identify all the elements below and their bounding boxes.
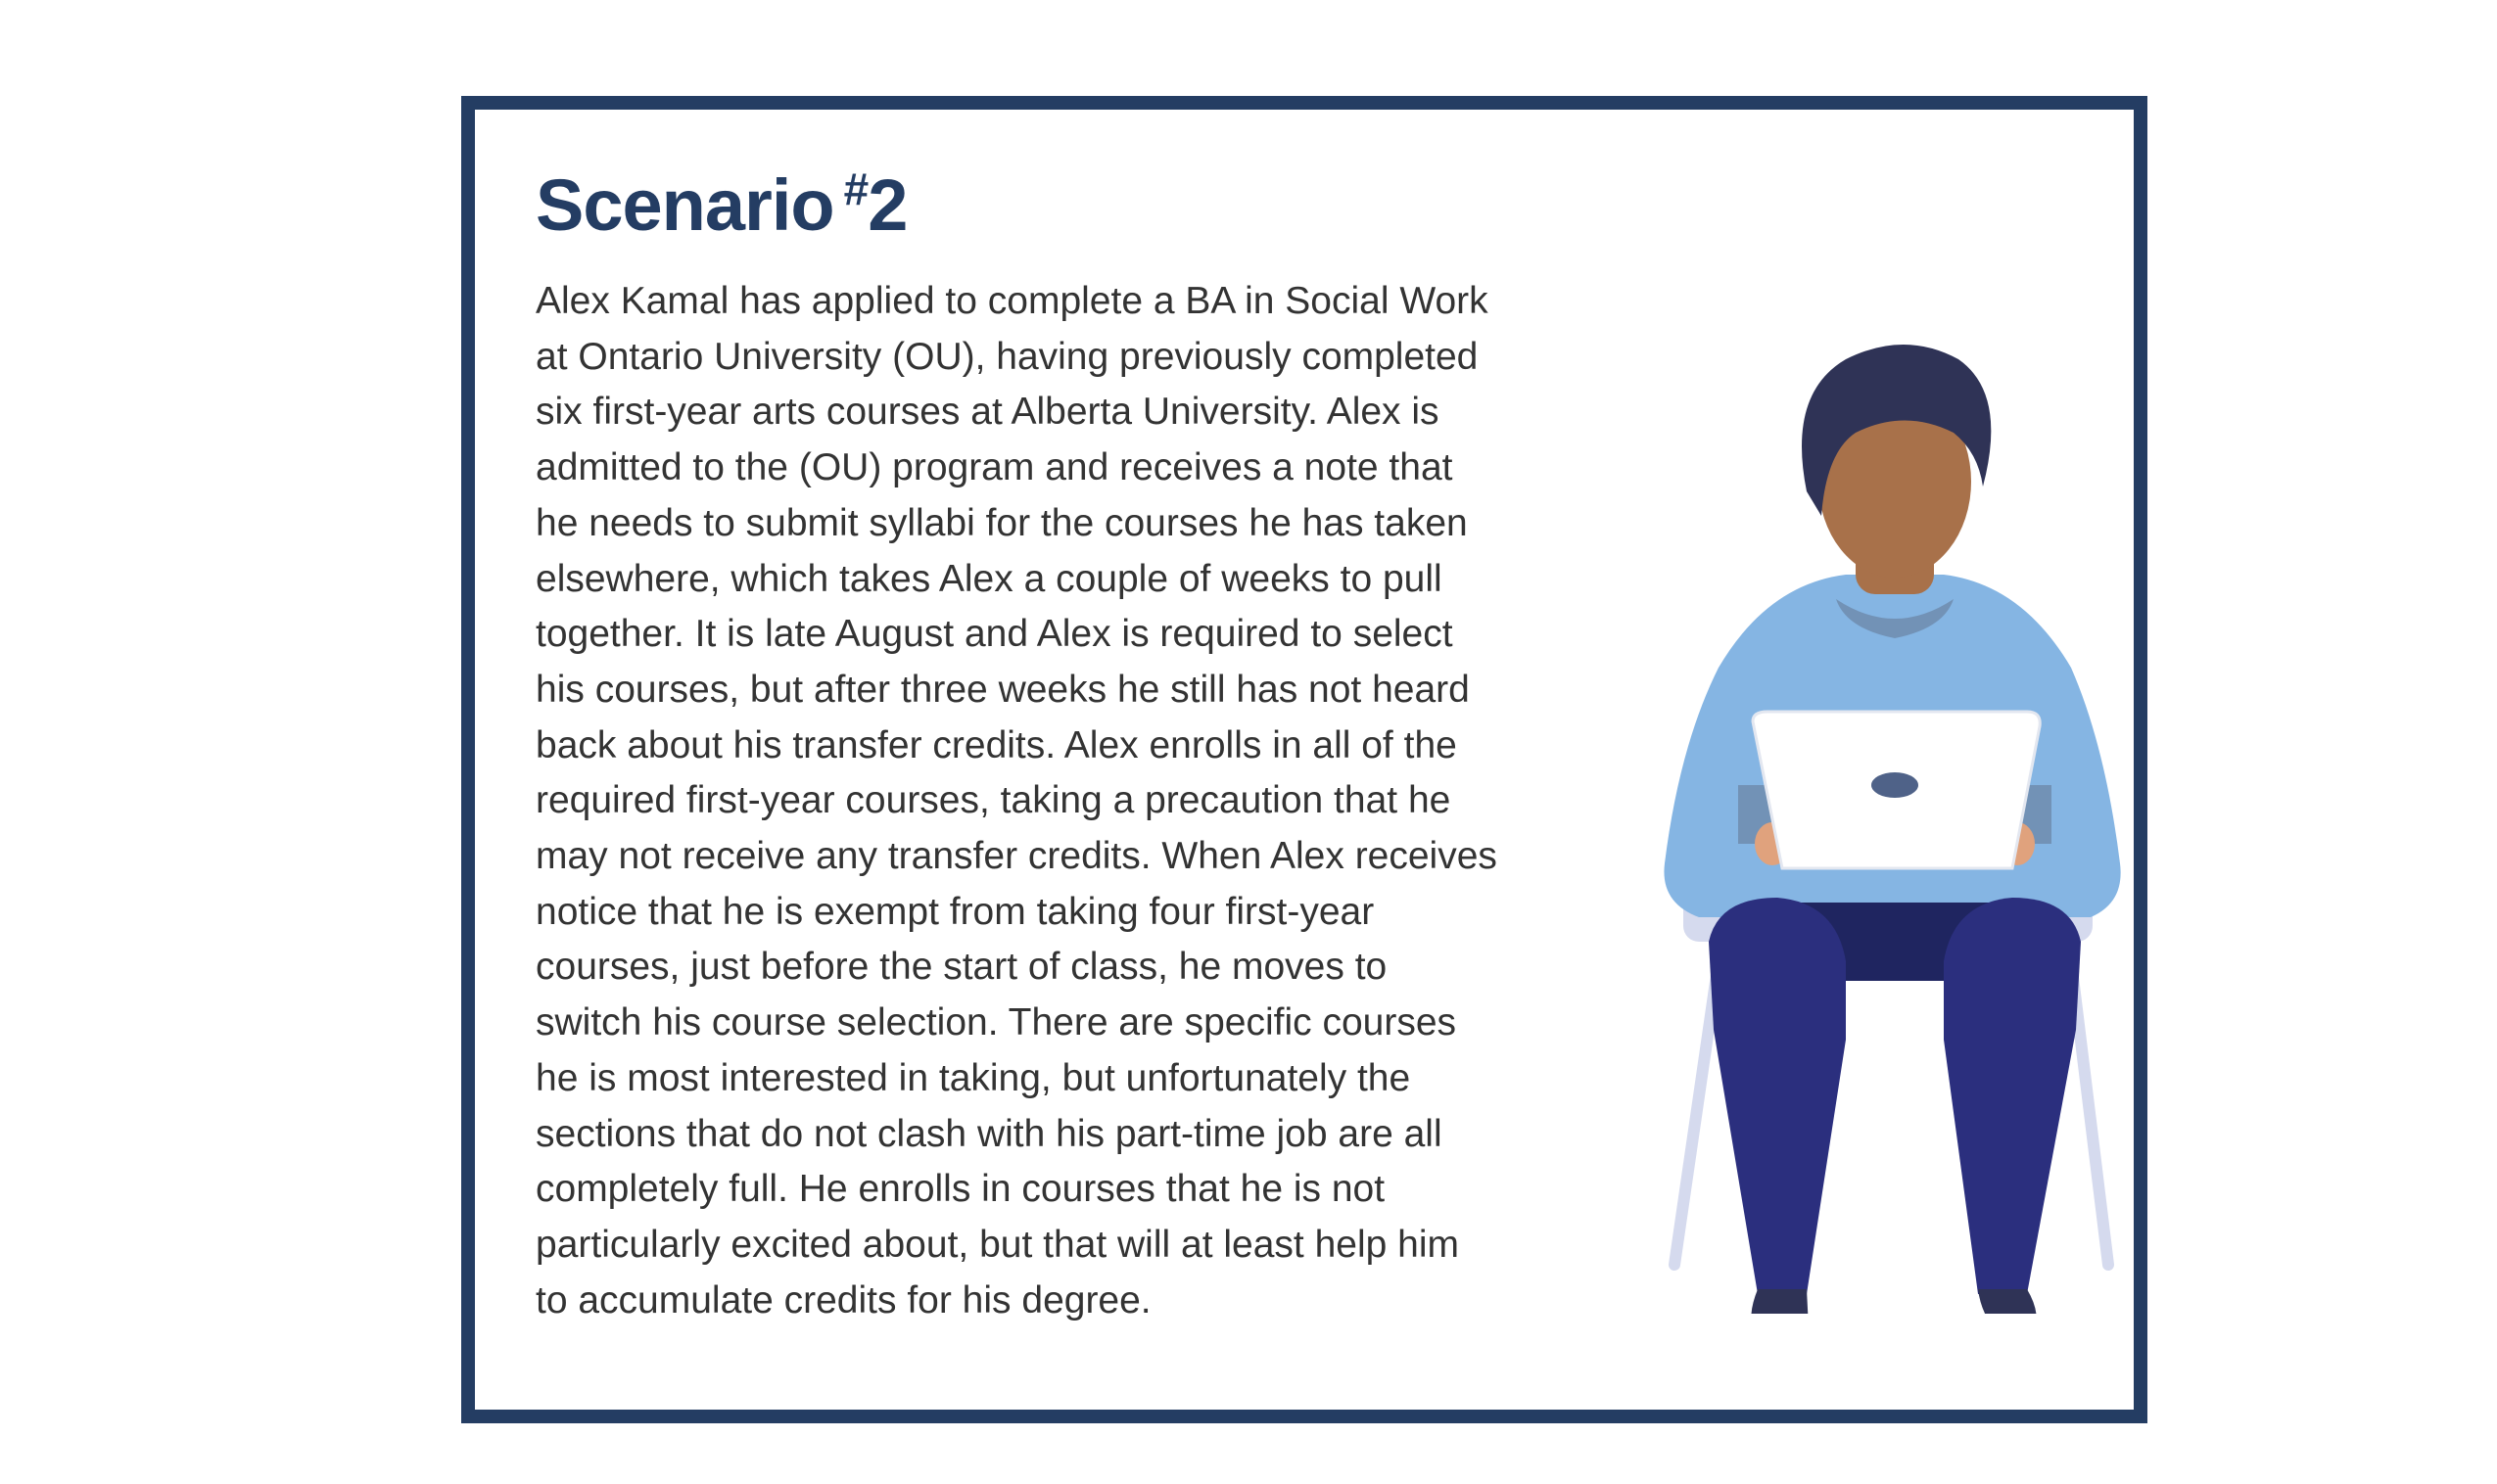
scenario-card xyxy=(461,96,2147,1423)
body-line: may not receive any transfer credits. When Alex receives xyxy=(536,835,1497,878)
student-with-laptop-illustration xyxy=(1660,276,2130,1314)
laptop xyxy=(1753,712,2040,868)
body-line: sections that do not clash with his part-time job are all xyxy=(536,1112,1442,1155)
body-line: to accumulate credits for his degree. xyxy=(536,1278,1152,1322)
body-line: he is most interested in taking, but unfortunately the xyxy=(536,1056,1411,1099)
body-line: at Ontario University (OU), having previously completed xyxy=(536,335,1479,378)
body-line: back about his transfer credits. Alex enrolls in all of the xyxy=(536,723,1457,766)
chair-leg-left xyxy=(1674,961,1719,1265)
scenario-title: Scenario xyxy=(536,164,834,246)
body-line: notice that he is exempt from taking four first-year xyxy=(536,890,1375,933)
body-line: admitted to the (OU) program and receives a note that xyxy=(536,446,1453,489)
scenario-number-prefix: # xyxy=(843,163,869,214)
body-line: particularly excited about, but that will at least help him xyxy=(536,1223,1459,1266)
laptop-logo xyxy=(1871,772,1918,798)
body-line: elsewhere, which takes Alex a couple of weeks to pull xyxy=(536,557,1442,600)
right-leg xyxy=(1944,898,2081,1294)
scenario-heading xyxy=(536,163,908,246)
body-line: courses, just before the start of class, he moves to xyxy=(536,946,1388,989)
left-leg xyxy=(1709,898,1846,1294)
pants xyxy=(1709,898,2081,1294)
left-shoe xyxy=(1751,1289,1809,1314)
scenario-number: 2 xyxy=(868,164,908,246)
right-shoe xyxy=(1978,1289,2037,1314)
body-line: required first-year courses, taking a precaution that he xyxy=(536,779,1451,822)
body-line: Alex Kamal has applied to complete a BA in Social Work xyxy=(536,280,1488,322)
body-line: completely full. He enrolls in courses that he is not xyxy=(536,1168,1386,1211)
scenario-body xyxy=(536,274,1525,1328)
body-line: six first-year arts courses at Alberta University. Alex is xyxy=(536,391,1439,434)
body-line: he needs to submit syllabi for the courses he has taken xyxy=(536,501,1468,544)
body-line: together. It is late August and Alex is required to select xyxy=(536,613,1453,656)
body-line: switch his course selection. There are specific courses xyxy=(536,1001,1457,1044)
body-line: his courses, but after three weeks he still has not heard xyxy=(536,668,1470,711)
